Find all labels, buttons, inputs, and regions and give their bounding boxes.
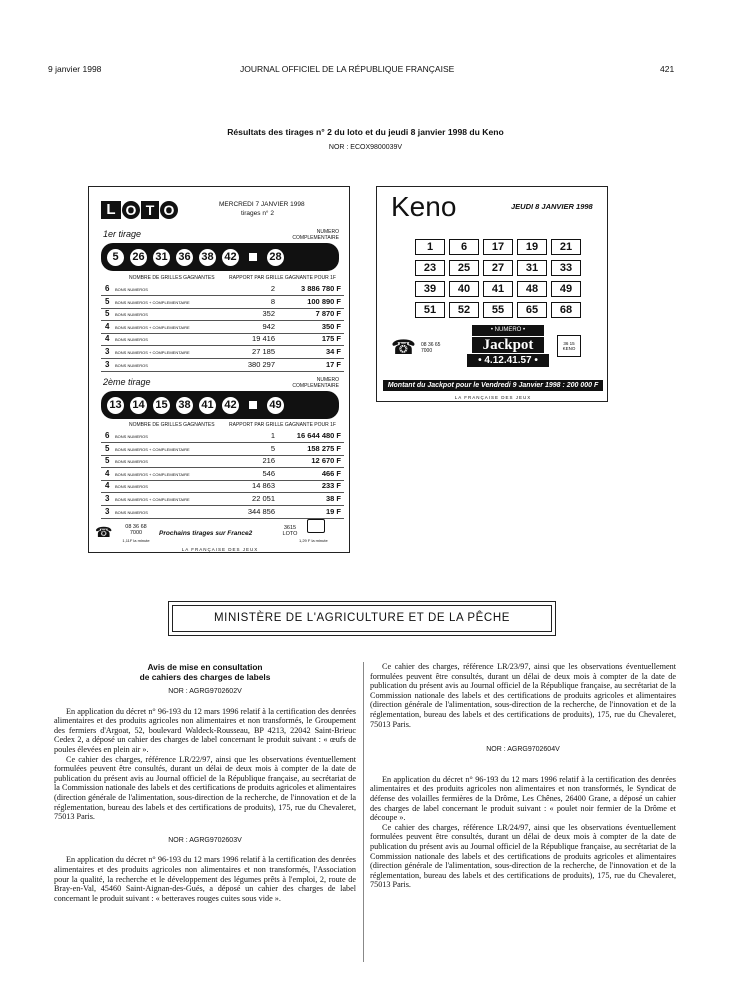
prize-row (101, 456, 344, 468)
prize-amount: 17 F (325, 359, 341, 369)
prize-rank: 5 (105, 443, 110, 453)
nor-1: NOR : AGRG9702602V (168, 688, 242, 695)
prize-amount: 16 644 480 F (296, 431, 341, 440)
prize-amount: 3 886 780 F (300, 284, 341, 293)
keno-number: 65 (517, 302, 547, 318)
keno-number: 6 (449, 239, 479, 255)
tirage-2-balls (101, 391, 339, 419)
avis-title-2: de cahiers des charges de labels (139, 672, 271, 682)
keno-phone: 08 36 65 7000 (421, 342, 441, 354)
loto-phone: 08 36 68 7000 (125, 524, 147, 536)
prize-row (101, 334, 344, 346)
tirage-1-label: 1er tirage (103, 229, 142, 239)
prize-label: BONS NUMEROS (115, 362, 148, 368)
ministry-heading: MINISTÈRE DE L'AGRICULTURE ET DE LA PÊCHE (172, 605, 552, 632)
avis-title-1: Avis de mise en consultation (147, 662, 263, 672)
loto-footer: LA FRANÇAISE DES JEUX (181, 547, 259, 552)
keno-jackpot-number: • 4.12.41.57 • (467, 354, 549, 367)
prize-rank: 4 (105, 468, 110, 478)
paragraph-5: En application du décret n° 96-193 du 12 mars 1996 relatif à la certification des denrées alimentaires et des produits agricoles non alimentaires et non transformés, le Syndicat de défense des volailles fermières de la Drôme, Les Chênes, 26400 Grane, a déposé un cahier des charges de label concernant le produit suivant : « poulet noir fermier de la Drôme et découpe ». (370, 774, 676, 823)
keno-number: 19 (517, 239, 547, 255)
keno-number: 40 (449, 281, 479, 297)
loto-tirage-no: tirages n° 2 (241, 210, 274, 217)
winner-count: 22 051 (252, 494, 275, 503)
lotto-ball: 38 (174, 395, 195, 416)
right-column (370, 662, 676, 890)
prize-label: BONS NUMEROS + COMPLEMENTAIRE (115, 497, 190, 502)
prize-rank: 3 (105, 494, 110, 503)
page-title: Résultats des tirages n° 2 du loto et du jeudi 8 janvier 1998 du Keno (227, 127, 504, 137)
lotto-ball: 42 (220, 247, 241, 268)
lotto-ball: 15 (151, 395, 172, 416)
keno-number: 27 (483, 260, 513, 276)
prize-label: BONS NUMEROS (115, 509, 148, 515)
lotto-ball: 41 (197, 395, 218, 416)
winner-count: 216 (262, 456, 275, 466)
loto-prochains: Prochains tirages sur France2 (159, 530, 253, 537)
prize-rank: 6 (105, 284, 110, 293)
prize-amount: 466 F (321, 468, 341, 478)
keno-number: 25 (449, 260, 479, 276)
col-head-b: RAPPORT PAR GRILLE GAGNANTE POUR 1F (229, 275, 336, 281)
complementary-ball: 28 (265, 247, 286, 268)
winner-count: 344 856 (247, 506, 275, 516)
separator-square (249, 253, 257, 261)
tirage-1-balls (101, 243, 339, 271)
comp-label-2: NUMERO COMPLEMENTAIRE (292, 377, 339, 389)
keno-logo: Keno (391, 191, 457, 222)
prize-amount: 233 F (321, 481, 341, 491)
loto-minitel-price: 1,29 F la minute (299, 538, 328, 543)
keno-jackpot: Jackpot (472, 337, 544, 353)
keno-number: 41 (483, 281, 513, 297)
winner-count: 5 (270, 443, 275, 453)
loto-minitel: 3615 LOTO (282, 525, 298, 537)
prize-label: BONS NUMEROS (115, 459, 148, 465)
prize-amount: 12 670 F (311, 456, 341, 466)
keno-number: 68 (551, 302, 581, 318)
prize-amount: 158 275 F (307, 443, 341, 453)
lotto-ball: 36 (174, 247, 195, 268)
prize-row (101, 481, 344, 493)
prize-rank: 5 (105, 309, 110, 319)
keno-number: 23 (415, 260, 445, 276)
winner-count: 942 (262, 321, 275, 331)
paragraph-4: Ce cahier des charges, référence LR/23/97, ainsi que les observations éventuellement formulées peuvent être consultés, durant un délai de deux mois à compter de la date de publication du présent avis au Journal officiel de la République française, au secrétariat de la Commission nationale des labels et des certifications de produits agricoles et alimentaires (direction générale de l'alimentation, sous-direction de la recherche, de l'innovation et de la réglementation, bureau des labels et des certifications de produits), 175, rue du Chevaleret, 75013 Paris. (370, 662, 676, 729)
title-nor: NOR : ECOX9800039V (328, 144, 403, 151)
prize-label: BONS NUMEROS + COMPLEMENTAIRE (115, 350, 190, 355)
loto-results-panel (88, 186, 350, 553)
paragraph-3: En application du décret n° 96-193 du 12 mars 1996 relatif à la certification des denrées alimentaires et des produits agricoles non alimentaires et non transformés, l'Association pour la qualité, la recherche et le développement des légumes prêts à l'emploi, 2, route de Bray-en-Val, 45460 Saint-Aignan-des-Gués, a déposé un cahier des charges de label concernant le produit suivant : « betteraves rouges cuites sous vide ». (54, 855, 356, 903)
lotto-ball: 5 (105, 247, 126, 268)
keno-footer: LA FRANÇAISE DES JEUX (454, 395, 532, 400)
paragraph-6: Ce cahier des charges, référence LR/24/97, ainsi que les observations éventuellement formulées peuvent être consultés, durant un délai de deux mois à compter de la date de publication du présent avis au Journal officiel de la République française, au secrétariat de la Commission nationale des labels et des certifications de produits agricoles et alimentaires (direction générale de l'alimentation, sous-direction de la recherche, de l'innovation et de la réglementation, bureau des labels et des certifications de produits), 175, rue du Chevaleret, 75013 Paris. (370, 822, 676, 890)
prize-row (101, 347, 344, 359)
prize-label: BONS NUMEROS (115, 287, 148, 292)
prize-label: BONS NUMEROS + COMPLEMENTAIRE (115, 446, 190, 452)
prize-row (101, 322, 344, 334)
winner-count: 2 (270, 284, 275, 293)
keno-number: 55 (483, 302, 513, 318)
nor-2: NOR : AGRG9702603V (168, 836, 242, 844)
prize-amount: 7 870 F (315, 309, 341, 319)
prize-rank: 4 (105, 334, 110, 344)
keno-number: 33 (551, 260, 581, 276)
complementary-ball: 49 (265, 395, 286, 416)
winner-count: 380 297 (247, 359, 275, 369)
winner-count: 27 185 (252, 347, 275, 356)
keno-jackpot-banner: Montant du Jackpot pour le Vendredi 9 Janvier 1998 : 200 000 F (383, 380, 603, 391)
keno-number: 48 (517, 281, 547, 297)
header-journal: JOURNAL OFFICIEL DE LA RÉPUBLIQUE FRANÇAISE (240, 64, 455, 74)
col-head-b-2: RAPPORT PAR GRILLE GAGNANTE POUR 1F (229, 422, 336, 428)
loto-date: MERCREDI 7 JANVIER 1998 (219, 201, 305, 208)
winner-count: 546 (262, 468, 275, 478)
paragraph-2: Ce cahier des charges, référence LR/22/97, ainsi que les observations éventuellement formulées peuvent être consultés, durant un délai de deux mois à compter de la date de publication du présent avis au Journal officiel de la République française, au secrétariat de la Commission nationale des labels et des certifications de produits agricoles et alimentaires (direction générale de l'alimentation, sous-direction de la recherche, de l'innovation et de la réglementation, bureau des labels et des certifications de produits), 175, rue du Chevaleret, 75013 Paris. (54, 754, 356, 822)
prize-amount: 38 F (325, 494, 341, 503)
lotto-ball: 13 (105, 395, 126, 416)
loto-logo: L O T O (101, 201, 178, 219)
winner-count: 19 416 (252, 334, 275, 344)
tirage-2-label: 2ème tirage (103, 377, 151, 387)
prize-rank: 4 (105, 481, 110, 491)
prize-rank: 3 (105, 359, 110, 369)
prize-amount: 34 F (325, 347, 341, 356)
prize-rank: 3 (105, 506, 110, 516)
prize-row (101, 494, 344, 506)
left-column (54, 662, 356, 903)
prize-amount: 100 890 F (307, 296, 341, 306)
prize-label: BONS NUMEROS (115, 337, 148, 343)
prize-amount: 350 F (321, 321, 341, 331)
prize-rank: 3 (105, 347, 110, 356)
lotto-ball: 26 (128, 247, 149, 268)
keno-results-panel (376, 186, 608, 402)
column-divider (363, 662, 364, 962)
prize-label: BONS NUMEROS + COMPLEMENTAIRE (115, 471, 190, 477)
prize-rank: 4 (105, 321, 110, 331)
winner-count: 8 (270, 296, 275, 306)
prize-rank: 6 (105, 431, 110, 440)
lotto-ball: 38 (197, 247, 218, 268)
phone-icon: ☎ (391, 337, 416, 359)
winner-count: 14 863 (252, 481, 275, 491)
prize-label: BONS NUMEROS (115, 484, 148, 490)
prize-row (101, 284, 344, 296)
comp-label-1: NUMERO COMPLEMENTAIRE (292, 229, 339, 241)
lotto-ball: 14 (128, 395, 149, 416)
keno-number: 31 (517, 260, 547, 276)
keno-number: 21 (551, 239, 581, 255)
prize-row (101, 360, 344, 372)
keno-number: 52 (449, 302, 479, 318)
prize-row (101, 507, 344, 519)
loto-phone-price: 1,11F la minute (122, 538, 150, 543)
keno-date: JEUDI 8 JANVIER 1998 (511, 202, 593, 211)
keno-number: 49 (551, 281, 581, 297)
prize-row (101, 431, 344, 443)
prize-amount: 19 F (325, 506, 341, 516)
minitel-icon (307, 519, 325, 533)
prize-amount: 175 F (321, 334, 341, 344)
prize-row (101, 309, 344, 321)
lotto-ball: 42 (220, 395, 241, 416)
keno-minitel: 36 15 KENO (557, 335, 581, 357)
page-number: 421 (660, 64, 675, 74)
prize-row (101, 444, 344, 456)
prize-row (101, 297, 344, 309)
lotto-ball: 31 (151, 247, 172, 268)
winner-count: 352 (262, 309, 275, 319)
header-date: 9 janvier 1998 (48, 64, 102, 74)
prize-row (101, 469, 344, 481)
keno-number: 1 (415, 239, 445, 255)
keno-number: 51 (415, 302, 445, 318)
winner-count: 1 (270, 431, 275, 440)
prize-label: BONS NUMEROS (115, 312, 148, 318)
phone-icon: ☎ (95, 524, 113, 540)
keno-number: 39 (415, 281, 445, 297)
paragraph-1: En application du décret n° 96-193 du 12 mars 1996 relatif à la certification des denrées alimentaires et des produits agricoles non alimentaires et non transformés, le Groupement des fermiers d'Argoat, 52, boulevard Waldeck-Rousseau, BP 4213, 22042 Saint-Brieuc Cedex 2, a déposé un cahier des charges de label concernant le produit suivant : « œufs de poules élevées en plein air ». (54, 706, 356, 754)
nor-3: NOR : AGRG9702604V (486, 746, 560, 754)
separator-square (249, 401, 257, 409)
prize-rank: 5 (105, 296, 110, 306)
prize-label: BONS NUMEROS + COMPLEMENTAIRE (115, 324, 190, 330)
prize-rank: 5 (105, 456, 110, 466)
prize-label: BONS NUMEROS + COMPLEMENTAIRE (115, 299, 190, 305)
col-head-a-2: NOMBRE DE GRILLES GAGNANTES (129, 422, 215, 428)
keno-numero-label: • NUMERO • (472, 325, 544, 336)
prize-label: BONS NUMEROS (115, 434, 148, 439)
keno-number: 17 (483, 239, 513, 255)
col-head-a: NOMBRE DE GRILLES GAGNANTES (129, 275, 215, 281)
